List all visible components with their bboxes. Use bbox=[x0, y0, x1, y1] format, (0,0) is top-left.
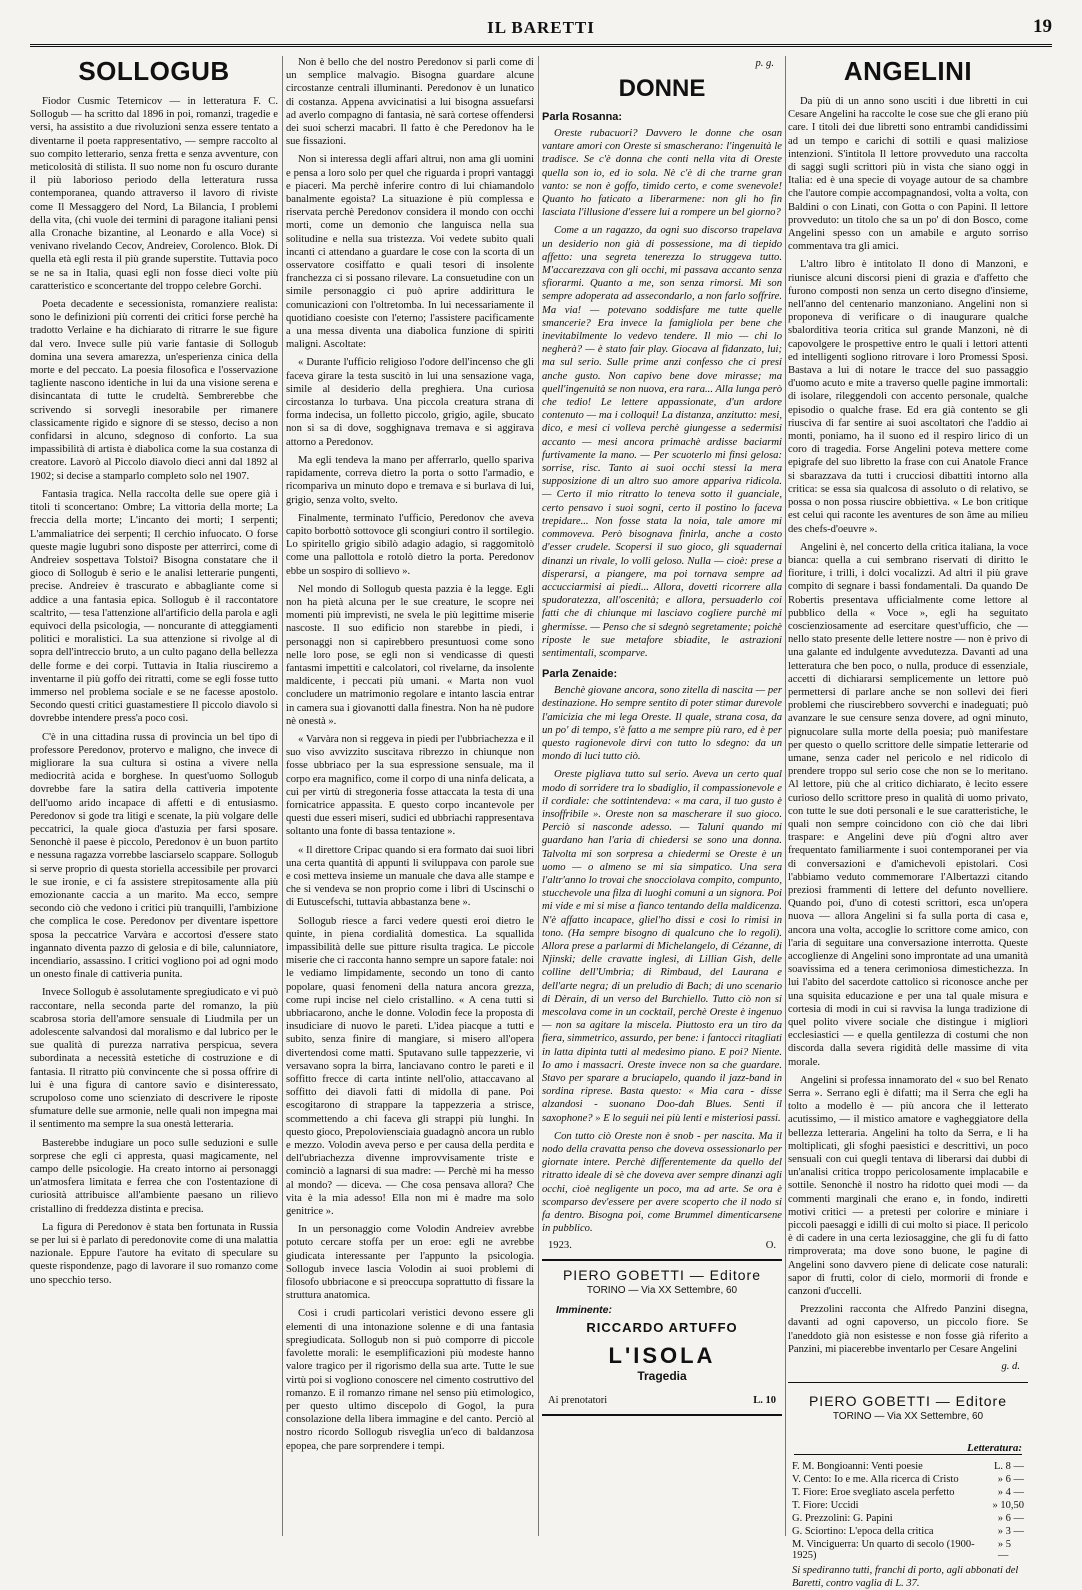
advertisement-artuffo bbox=[542, 1259, 782, 1416]
book-title: M. Vinciguerra: Un quarto di secolo (1900-1925) bbox=[792, 1539, 975, 1562]
ad-price: L. 10 bbox=[753, 1395, 776, 1407]
paragraph: C'è in una cittadina russa di provincia un bel tipo di professore Peredonov, protervo e maligno, che invece di migliorare la sua cultura si ostina a vivere nella mediocrità acida e borghese. In quest'uomo Sollogub dovrebbe fare la satira della cattiveria impotente dell'uomo arido incapace di affetti e di entusiasmo. Peredonov si gode tra litigi e scenate, la più volgare delle peccatrici, la quale gioca d'astuzia per farsi sposare. Senonchè il paese è piccolo, Peredonov è un buon partito e nessuna ragazza vorrebbe lasciarselo scappare. Sollogub si serve proprio di questa storiella accessibile per provarci le sue ironie, e ci fa assistere strepitosamente alla più emozionante caccia a un marito. Ma ecco, sempre secondo ciò che vedono i critici più tranquilli, l'ambizione che complica le cose. Peredonov per diventare ispettore sposa la peccatrice Varvàra e accortosi d'essere stato ingannato diventa pazzo di gelosia e di bile, calunniatore, incendiario, assassino. I critici vogliono poi ad ogni modo un onesto finale di cattiveria punita. bbox=[30, 731, 278, 981]
article-title-angelini: ANGELINI bbox=[843, 56, 973, 86]
paragraph: Oreste rubacuori? Davvero le donne che osan vantare amori con Oreste si smascherano: l'ingenuità le tradisce. Se c'è donna che conti nella vita di Oreste quella son io, ed io sola. Nè c'è di che trarne gran vanto: se non è goffo, timido certo, e come svenevole! Quanto ho faticato a liberarmene: non gli ho fin lasciata l'illusione d'essere lui a rompere un bel giorno? bbox=[542, 128, 782, 219]
list-item bbox=[792, 1487, 1024, 1498]
paragraph: L'altro libro è intitolato Il dono di Manzoni, e riunisce alcuni discorsi pieni di grazia e d'affetto che furono composti non senza un certo disegno d'insieme, nell'anno del centenario manzoniano. Angelini non si proponeva di verificare o di inaugurare qualche sbalorditiva teoria critica sul grande Manzoni, nè di capovolgere le prospettive entro le quali i lettori attenti ed intelligenti sogliono ritrovare i loro Promessi Sposi. Bastava a lui di notare le tracce del suo passaggio d'uomo acuto e mite a traverso quelle pagine immortali: di isolare, rileggendoli con accento personale, qualche episodio o qualche frase. Ed era già contento se gli riusciva di far sentire ai suoi ascoltatori che l'addio ai monti, poniamo, ha il suono ed il respiro lirico di un coro di tragedia. Forse Angelini poteva mettere come epigrafe del suo libretto la frase con cui Anatole France si sbarazzava da tutti i crucciosi dibattiti intorno alla critica: se essa sia qualcosa di assoluto o di relativo, se possa o non possa riuscire obbiettiva. « Le bon critique est celui qui raconte les aventures de son âme au milieu des chefs-d'oeuvre ». bbox=[788, 259, 1028, 535]
paragraph: Fiodor Cusmic Teternicov — in letteratura F. C. Sollogub — ha scritto dal 1896 in poi, romanzi, tragedie e versi, ha assistito a due rivoluzioni senza essere tentato a diventarne il poeta rappresentativo, — sempre raccolto al suo compito letterario, senza fretta e senza avventure, con meticolosità di stilista. Il suo nome non fu oscuro durante il più laborioso periodo della letteratura russa contemporanea, quando attraverso il lavoro di riviste come Il Messaggero del Nord, La Bilancia, I problemi della vita, (chi vuole dei termini di paragone italiani pensi alla Cronache bizantine, al Leonardo e alla Voce) si venivano rivelando Cecov, Andreiev, Corolenco. Blok. Di quella età egli resta il più grande superstite. Tuttavia poco se ne sa in Italia, quasi egli non fosse dieci volte più caratteristico e sconcertante del troppo celebre Gorchi. bbox=[30, 96, 278, 292]
list-item bbox=[792, 1500, 1024, 1511]
paragraph: Prezzolini racconta che Alfredo Panzini disegna, davanti ad ogni capoverso, un piccolo fiore. Se l'aneddoto già non esistesse e non fosse già riferito a Panzini, mi piacerebbe inventarlo per Cesare Angelini bbox=[788, 1304, 1028, 1355]
paragraph: Ma egli tendeva la mano per afferrarlo, quello spariva rapidamente, correva dietro la porta o sotto l'armadio, e ricompariva un minuto dopo e tremava e si burlava di lui, grigio, senza volto, svelto. bbox=[286, 454, 534, 506]
divider bbox=[788, 1382, 1028, 1383]
list-item bbox=[792, 1526, 1024, 1537]
newspaper-title: IL BARETTI bbox=[487, 18, 595, 37]
donne-signature: O. bbox=[765, 1240, 776, 1252]
paragraph: Oreste pigliava tutto sul serio. Aveva un certo qual modo di sorridere tra lo sbadiglio, il compassionevole e il cordiale: che sottintendeva: « ma cara, il tuo gusto è insoffribile ». Oreste non sa mascherare il suo gioco. Perciò si nasconde adesso. — Taluni quando mi guardano han l'aria di chiedersi se sono una donna. Talvolta mi son sorpresa a chiedermi se Oreste è un uomo — o almeno se mi sia simpatico. Una sera l'altr'anno lo trovai che snocciolava compito, compunto, stucchevole una filza di luoghi comuni a un signora. Poi mi vide e mi si mise a fianco tentando della maldicenza. N'è affatto incapace, gliel'ho dissi e così lo rimisi in tono. (Ha sempre bisogno di qualcuno che lo regoli). Allora prese a parlarmi di Michelangelo, di Cézanne, di Njinski; delle cravatte inglesi, di Lillian Gish, delle colline dell'Umbria; di Rimbaud, del Laurana e dell'arte negra; di un preludio di Bach; di uno scenario di Dèrain, di un verso del Burchiello. Tutto ciò non si mescolava come in un cocktail, perchè Oreste è ingenuo — non sa agitare la miscela. Piuttosto era un tiro da fiera, simmetrico, assurdo, per bene: i fantocci ritagliati in latta dipinta tutti al medesimo piano. E poi? Niente. Io amo i massacri. Oreste invece non sa che guardare. Stavo per sparare a bruciapelo, quando il jazz-band in sordina riprese. Basta questo: « Mia cara - disse alzandosi - suonano Doo-dah Blues. Senti il saxophone? » E lo seguii nei più lenti e misteriosi passi. bbox=[542, 769, 782, 1124]
rosanna-heading: Parla Rosanna: bbox=[542, 111, 623, 123]
book-title: G. Sciortino: L'epoca della critica bbox=[792, 1526, 934, 1538]
book-price: » 10,50 bbox=[992, 1500, 1024, 1512]
angelini-signature: g. d. bbox=[1001, 1361, 1020, 1373]
column-3 bbox=[542, 56, 782, 1536]
paragraph: « Varvàra non si reggeva in piedi per l'ubbriachezza e il suo viso avvizzito suscitava ribrezzo in chiunque non fosse ubbriaco per la sua espressione sensuale, ma il corpo era magnifico, come il corpo di una ninfa delicata, a cui per virtù di stregoneria fosse attaccata la testa di una fornicatrice appassita. E questo corpo incantevole per questi due esseri miseri, sudici ed ubbriachi rappresentava soltanto una fonte di bassa tentazione ». bbox=[286, 733, 534, 838]
column-divider bbox=[282, 56, 283, 1536]
ad-subscribers: Ai prenotatori bbox=[548, 1395, 608, 1407]
paragraph: Poeta decadente e secessionista, romanziere realista: sono le definizioni più correnti dei critici forse perchè ha tradotto Verlaine e ha dichiarato di ritrarre le sue figure dal vero. Invece sulle più varie fantasie di Sollogub domina una severa amarezza, un'esperienza cinica della morte e del peccato. La poesia filosofica e l'osservazione tagliente nascono identiche in lui da una visione serena e disincantata di tutte le crudeltà. Sembrerebbe che scrivendo si sorvegli inesorabile per rimanere classicamente rigido e signore di se stesso, deciso a non confidarsi in alcuno, sdegnoso di conforto. La sua impassibilità di artista è diabolica come la sua costanza di creatore. Lavorò al Piccolo diavolo dieci anni dal 1892 al 1902; si decise a stamparlo completo solo nel 1907. bbox=[30, 299, 278, 482]
book-price: » 4 — bbox=[997, 1487, 1024, 1499]
ad-publisher: PIERO GOBETTI — Editore bbox=[562, 1267, 762, 1284]
paragraph: Angelini si professa innamorato del « suo bel Renato Serra ». Serrano egli è difatti; ma il Serra che egli ha tolto a modello è — più ancora che il letterato acutissimo, — il mistico amatore e vagheggiatore della bellezza letteraria. Angelini ha tolto da Serra, e li ha moltiplicati, gli sfoghi paesistici e descrittivi, un poco sensuali con cui quegli tentava di liberarsi dai dubbi di un'analisi critica troppo pericolosamente implacabile e sottile. Senonchè il nostro ha ridotto quei modi — da commenti marginali che erano e, in fondo, indiretti motivi critici — a pretesti per colorire e miniare i piccoli paesaggi e idilli di cui molto si piace. Il pericolo è di cadere in una certa leziosaggine, che gli fu di fatto rimproverata; ma dove sono buone, le pagine di Angelini sono davvero piene di delicate cose naturali: sapor di frutti, color di cielo, mormorii di fronde e canzoni d'uccelli. bbox=[788, 1074, 1028, 1298]
paragraph: In un personaggio come Volodin Andreiev avrebbe potuto cercare stoffa per un eroe: egli ne avrebbe giudicata interessante per l'appunto la psicologia. Sollogub invece lascia Volodin ai suoi problemi di filosofo ubbriacone e si preoccupa soprattutto di fissare la struttura anatomica. bbox=[286, 1224, 534, 1302]
advertisement-letteratura bbox=[788, 1393, 1028, 1438]
paragraph: Sollogub riesce a farci vedere questi eroi dietro le quinte, in piena cordialità domestica. La squallida impassibilità delle sue pitture risulta tragica. Le piccole miserie che ci racconta hanno sempre un sapore fatale: noi le vediamo limpidamente, secondo un tono di canto popolare, quasi fenomeni della natura ancora grezza, come rupi incise nel cielo cristallino. « A cena tutti si ubbriacarono, anche le donne. Volodin fece la proposta di insudiciare di nuovo le pareti. L'idea piacque a tutti e subito, senza finire di mangiare, si misero all'opera divertendosi come matti. Sputavano sulle tappezzerie, vi versavano sopra la birra, lanciavano contro le pareti e il soffitto frecce di carta intinte nell'olio, attaccavano al soffitto dei diavoli fatti di midolla di pane. Poi escogitarono di strappare la tappezzeria a strisce, scommettendo a chi faceva gli strappi più lunghi. In questo gioco, Prepoloviensciaia guadagnò ancora un rublo e mezzo. Volodin aveva perso e per causa della perdita e dell'ubriachezza divenne improvvisamente triste e cominciò a lagnarsi di sua madre: — Perchè mi ha messo al mondo? — diceva. — Che cosa pensava allora? Che vita è la mia adesso! Ella non mi è madre ma solo genitrice ». bbox=[286, 915, 534, 1218]
ad-imminent-label: Imminente: bbox=[556, 1304, 613, 1317]
book-title: F. M. Bongioanni: Venti poesie bbox=[792, 1461, 923, 1473]
paragraph: Finalmente, terminato l'ufficio, Peredonov che aveva capito borbottò sottovoce gli scongiuri contro il sortilegio. Lo spiritello grigio sibilò adagio adagio, si raggomitolò come una pallottola e rotolò dietro la porta. Peredonov ebbe un sospiro di sollievo ». bbox=[286, 512, 534, 577]
column-1 bbox=[30, 56, 278, 1536]
book-price: » 6 — bbox=[997, 1513, 1024, 1525]
ad-address: TORINO — Via XX Settembre, 60 bbox=[586, 1285, 738, 1297]
ad-publisher: PIERO GOBETTI — Editore bbox=[808, 1393, 1008, 1410]
book-title: G. Prezzolini: G. Papini bbox=[792, 1513, 893, 1525]
donne-year: 1923. bbox=[548, 1240, 572, 1252]
list-item bbox=[792, 1461, 1024, 1472]
book-price: » 5 — bbox=[997, 1539, 1012, 1562]
column-divider bbox=[538, 56, 539, 1536]
paragraph: Con tutto ciò Oreste non è snob - per nascita. Ma il nodo della cravatta penso che doveva ossessionarlo per giornate intere. Perchè differentemente da quello del ritratto ideale di sè che doveva aver sempre dinanzi agli occhi, cioè negligente un poco, ma ad arte. Se ora è scomparso dev'essere per avere scoperto che il nodo si fa dentro. Bisogna poi, come Brummel dimenticarsene in pubblico. bbox=[542, 1130, 782, 1235]
book-title: T. Fiore: Eroe svegliato ascela perfetto bbox=[792, 1487, 955, 1499]
article-title-sollogub: SOLLOGUB bbox=[78, 56, 230, 86]
paragraph: Non si interessa degli affari altrui, non ama gli uomini e pensa a loro solo per quel che riguarda i propri vantaggi e piaceri. Ma perchè inferire contro di lui chiamandolo banalmente egoista? La situazione è più complessa e riservata perchè Peredonov considera il mondo con occhi morti, come un demonio che languisca nella sua solitudine e nella sua tristezza. Voi vedete subito quali incanti ci attendano a guardare le cose con la scorta di un osservatore cosiffatto e quali tesori di insolente franchezza ci si possano rilevare. La consuetudine con un simile personaggio ci può aprire addirittura le comunicazioni con l'oltretomba. In lui necessariamente il quotidiano coesiste con l'eterno; l'assistere pacificamente a una messa diventa una diabolica funzione di spiriti maligni. Ascoltate: bbox=[286, 154, 534, 351]
ad-genre: Tragedia bbox=[637, 1369, 687, 1384]
paragraph: Come a un ragazzo, da ogni suo discorso trapelava un desiderio non già di possessione, ma di tiepido affetto: una segreta tenerezza lo struggeva tutto. M'accarezzava con gli occhi, mi passava accanto senza sfiorarmi. Quanto a me, son senza rimorsi. Mi son sempre adoperata ad assecondarlo, a non farlo soffrire. Ma via! — potevano soddisfare me tutte quelle smancerie? Era invece la famigliola per bene che inevitabilmente lo vedevo tendere. Il mio — chi lo negherà? — è stato fair play. Giocava al fidanzato, lui; ma sul serio. Sulle prime anzi confesso che ci presi anche gusto. Non capivo bene dove mirasse; ma quell'ingenuità se non nuova, era rara... Alla lunga però che tedio! Le lettere appassionate, d'un ardore contenuto — ma i colloqui! La distanza, anzitutto: mesi, dico, e mesi ci volleva perchè giungesse a sedermisi accanto — mesi ancora primachè ardisse baciarmi furtivamente la mano. — Per scuoterlo mi finsi gelosa: sorrise, risc. Tanto ai suoi occhi stessi la mera supposizione di un altro suo amore appariva ridicola. — Certo il mio ritratto lo teneva sotto il guanciale, certo pensavo i suoi sogni, certo il postino lo faceva trepidare... Non fosse stata la noia, tale amore mi commoveva. Però bisognava finirla, anche a costo d'esser crudele. Scopersi il suo gioco, gli squadernai dinanzi un rivale, lo volli geloso. Nulla — cioè: prese a disperarsi, a piangere, ma poi tornava sempre ad accucciarmisi ai piedi... Allora, dovetti ricorrere alla spudoratezza, all'oscenità; e allora, persuaderlo coi fatti che di chiunque mi lasciavo cogliere purchè mi ghermisse. — Penso che si sdegnò segretamente; poichè riposte le sue metafore sbiadite, le astrazioni sentimentali, scomparve. bbox=[542, 225, 782, 659]
paragraph: Non è bello che del nostro Peredonov si parli come di un semplice malvagio. Bisogna guardare alcune circostanze centrali illuminanti. Peredonov è un lunatico di costanza. Appena avvicinatisi a lui bisogna assuefarsi ad averlo compagno di fantasia, nè sarà cortese offendersi dei suoi scherzi macabri. Il fatto è che Peredonov ha le sue fissazioni. bbox=[286, 57, 534, 148]
column-divider bbox=[785, 56, 786, 1536]
book-price: » 6 — bbox=[997, 1474, 1024, 1486]
book-title: T. Fiore: Uccidi bbox=[792, 1500, 859, 1512]
page-number: 19 bbox=[1033, 16, 1052, 37]
paragraph: « Il direttore Cripac quando si era formato dai suoi libri una certa quantità di appunti li sviluppava con parole sue e così metteva insieme un manuale che dava alle stampe e che si vendeva se non proprio come i libri di Uscinschi o di Eutuscefschi, tuttavia abbastanza bene ». bbox=[286, 844, 534, 909]
paragraph: Da più di un anno sono usciti i due libretti in cui Cesare Angelini ha raccolte le cose sue che gli erano più care. I titoli dei due libretti sono entrambi candidissimi ad un tempo e carichi di sottili e quasi maliziose intenzioni. S'intitola Il lettore provveduto una raccolta di saggi sugli scrittori più in vista che siano oggi in Italia: ed è una specie di voyage autour de sa chambre che l'autore compie accompagnandosi, volta a volta, con Baldini o con Linati, con Gotta o con Papini. Il lettore provveduto: un titolo che sa un po' di don Bosco, come Angelini spesso con un amabile e arguto sorriso commentava tra gli amici. bbox=[788, 96, 1028, 253]
column-4 bbox=[788, 56, 1028, 1589]
ad-address: TORINO — Via XX Settembre, 60 bbox=[832, 1411, 984, 1423]
paragraph: Invece Sollogub è assolutamente spregiudicato e vi può raccontare, nella seconda parte del romanzo, la più scabrosa storia dell'amore sensuale di Liudmila per un adolescente salvandosi dal moralismo e dal lubrico per le sue qualità di purezza narrativa perspicua, severa subordinata a necessità estetiche di costruzione e di fantasia. Il ritratto più convincente che si possa offrire di lui è una figura di cantore savio e disinteressato, scrupoloso come uno scienziato di descrivere le riposte sfumature delle sue armonie, nelle quali non impegna mai il sentimento ma sempre la sua onestà letteraria. bbox=[30, 987, 278, 1131]
paragraph: Basterebbe indugiare un poco sulle seduzioni e sulle sorprese che egli ci appresta, quasi magicamente, nel campo delle psicologie. Ha creato intorno ai personaggi un'atmosfera limitata e ferrea che con l'ostentazione di curiosità attribuisce all'ambiente paesano un rilievo cristallino di freddezza distinta e precisa. bbox=[30, 1137, 278, 1215]
ad-note: Si spediranno tutti, franchi di porto, agli abbonati del Baretti, contro vaglia di L. 37. bbox=[792, 1565, 1019, 1589]
paragraph: Angelini è, nel concerto della critica italiana, la voce bianca: quella a cui sembrano riservati di diritto le fioriture, i trilli, i dolci vocalizzi. Ad altri il più grave compito di segnare i bassi fondamentali. Da quando De Robertis presentava ufficialmente come lettore al pubblico della « Voce », egli ha seguitato coscienziosamente ad esercitare quest'ufficio, che — nello stato presente delle lettere nostre — non è privo di una galante ed indulgente avvedutezza. Davanti ad una letteratura che ben poco, o nulla, produce di essenziale, accetti di dichiararsi semplicemente un lettore può permettersi di parlare anche se non sollevi dei fieri problemi che riuscirebbero sovverchi e inadeguati; può avanzare le sue censure senza dovere, ad ogni minuto, pignucolare sulla morte della poesia; può manifestare per questo o quello scrittore delle simpatie letterarie od umane, senza cader nel pericolo e nel ridicolo di prendere troppo sul serio cose che non se lo meritano. Al lettore, più che al critico dichiarato, è lecito essere curioso dello scrittore preso in qualità di uomo privato, con tutte le sue doti personali e le sue caratteristiche, le quali non sempre coincidono con ciò che dai libri traspare: e Angelini deve più d'ogni altro aver frequentato familiarmente i suoi contemporanei per via di conversazioni e d'amichevoli epistolari. Così l'abbiamo veduto commemorare l'Albertazzi citando preziosi frammenti di lettere del defunto novelliere. Quando poi, d'uno di cotesti scrittori, esca un'opera nuova — allora Angelini si fa sulla porta di casa e, ancora una volta, accoglie lo scrittore come amico, con l'aria di seguitare una conversazione interrotta. Queste accoglienze di Angelini sono improntate ad una umanità soavissima ed a tenera cerimoniosa dimestichezza. In lui l'abito del sacerdote cattolico si riconosce anche per una squisita educazione e per una tal quale misura e cortesia di modi in cui si ravvisa la lunga tradizione di quel polito vivere sociale che distingue i migliori ecclesiastici — e quella gentilezza di costumi che non discorda dalla severa rigidità delle massime di vita morale. bbox=[788, 541, 1028, 1068]
masthead bbox=[30, 14, 1052, 47]
book-price: L. 8 — bbox=[993, 1461, 1024, 1473]
article-title-donne: DONNE bbox=[618, 75, 706, 102]
zenaide-heading: Parla Zenaide: bbox=[542, 668, 618, 681]
paragraph: Così i crudi particolari veristici devono essere gli elementi di una intonazione solenne e di una fantasia spregiudicata. Sollogub non si può comporre di piccole favolette morali: le esemplificazioni più modeste hanno valore tragico per il rigorismo della sua arte. Tutte le sue virtù poi si vogliono conoscere nel cimento costruttivo del romanzo. E il romanzo rimane nel senso più etimologico, per questo ultimo discepolo di Gogol, la pura consolazione della libera immagine e del canto. Perciò al nostro ricordo Sollogub risveglia un'eco di baldanzosa epopea, che pare sorprendere i tempi. bbox=[286, 1308, 534, 1452]
book-title: V. Cento: Io e me. Alla ricerca di Cristo bbox=[792, 1474, 959, 1486]
paragraph: Benchè giovane ancora, sono zitella di nascita — per destinazione. Ho sempre sentito di poter stimar durevole l'amicizia che mi lega Oreste. Il quale, strana cosa, da un po' di tempo, s'è fatto a me sempre più raro, ed è per questo ragionevole dirvi con tutto lo sdegno: da un mondo di luci tutto ciò. bbox=[542, 685, 782, 763]
book-list bbox=[788, 1461, 1028, 1561]
paragraph: Nel mondo di Sollogub questa pazzia è la legge. Egli non ha pietà alcuna per le sue creature, le scopre nei momenti più imprevisti, ne svela le più legittime miserie nascoste. Il suo edificio non starebbe in piedi, i personaggi non si capirebbero presuntuosi come sono nelle loro pose, se egli non si vendicasse di questi fantasmi impettiti e calcolatori, col rivelarne, da insolente maldicente, i peccati più umani. « Marta non vuol concludere un matrimonio regolare e intanto lascia entrar in camera sua i giovanotti dalla finestra. Non ha nè pudore nè onestà ». bbox=[286, 583, 534, 727]
book-price: » 3 — bbox=[997, 1526, 1024, 1538]
ad-category: Letteratura: bbox=[794, 1442, 1022, 1455]
list-item bbox=[792, 1513, 1024, 1524]
paragraph: « Durante l'ufficio religioso l'odore dell'incenso che gli faceva girare la testa suscitò in lui una sensazione vaga, simile al desiderio della preghiera. Una curiosa circostanza lo turbava. Una piccola creatura strana di forma indecisa, un folletto piccolo, grigio, agile, sbucato non si sa di dove, sogghignava tremava e si aggirava attorno a Peredonov. bbox=[286, 357, 534, 448]
paragraph: Fantasia tragica. Nella raccolta delle sue opere già i titoli ti sconcertano: Ombre; La vittoria della morte; La freccia della morte; L'incanto dei morti; I serpenti; L'ammaliatrice dei serpenti; Il cerchio infuocato. O forse queste magie lugubri sono disposte per atterrirci, come di Andreiev sospettava Tolstoi? Bisogna constatare che il gioco di Sollogub è serio e le analisi letterarie pungenti, precise. Andreiev è trascurato e abbagliante come si addice a una fantasia epica. Sollogub è il raccontatore scaltrito, — tesa l'attenzione all'artificio della parola e agli equivoci della psicologia, — noncurante di atteggiamenti politici e moralistici. La sua attenzione si rivolge al di sopra dell'intreccio bruto, a un culto pagano della bellezza delle forme e dei corpi. Tuttavia in Italia riusciremo a inventarne il più goffo dei ritratti, come se egli fosse tutto immerso nel problema sociale e se ne facesse apostolo. Secondo questi critici guastamestiere Il piccolo diavolo si dovrebbe intendere press'a poco così. bbox=[30, 488, 278, 725]
ad-price-row bbox=[542, 1395, 782, 1406]
sollogub-signature: p. g. bbox=[755, 58, 774, 69]
ad-book-title: L'ISOLA bbox=[608, 1343, 716, 1369]
column-2 bbox=[286, 56, 534, 1536]
list-item bbox=[792, 1539, 1024, 1561]
ad-author: RICCARDO ARTUFFO bbox=[586, 1320, 738, 1336]
list-item bbox=[792, 1474, 1024, 1485]
paragraph: La figura di Peredonov è stata ben fortunata in Russia se per lui si è parlato di peredonovite come di una malattia nazionale. Eppure l'autore ha evitato di speculare su queste rispondenze, pago di lavorare il suo romanzo come uno specchio terso. bbox=[30, 1221, 278, 1286]
donne-signature-row bbox=[548, 1240, 776, 1251]
